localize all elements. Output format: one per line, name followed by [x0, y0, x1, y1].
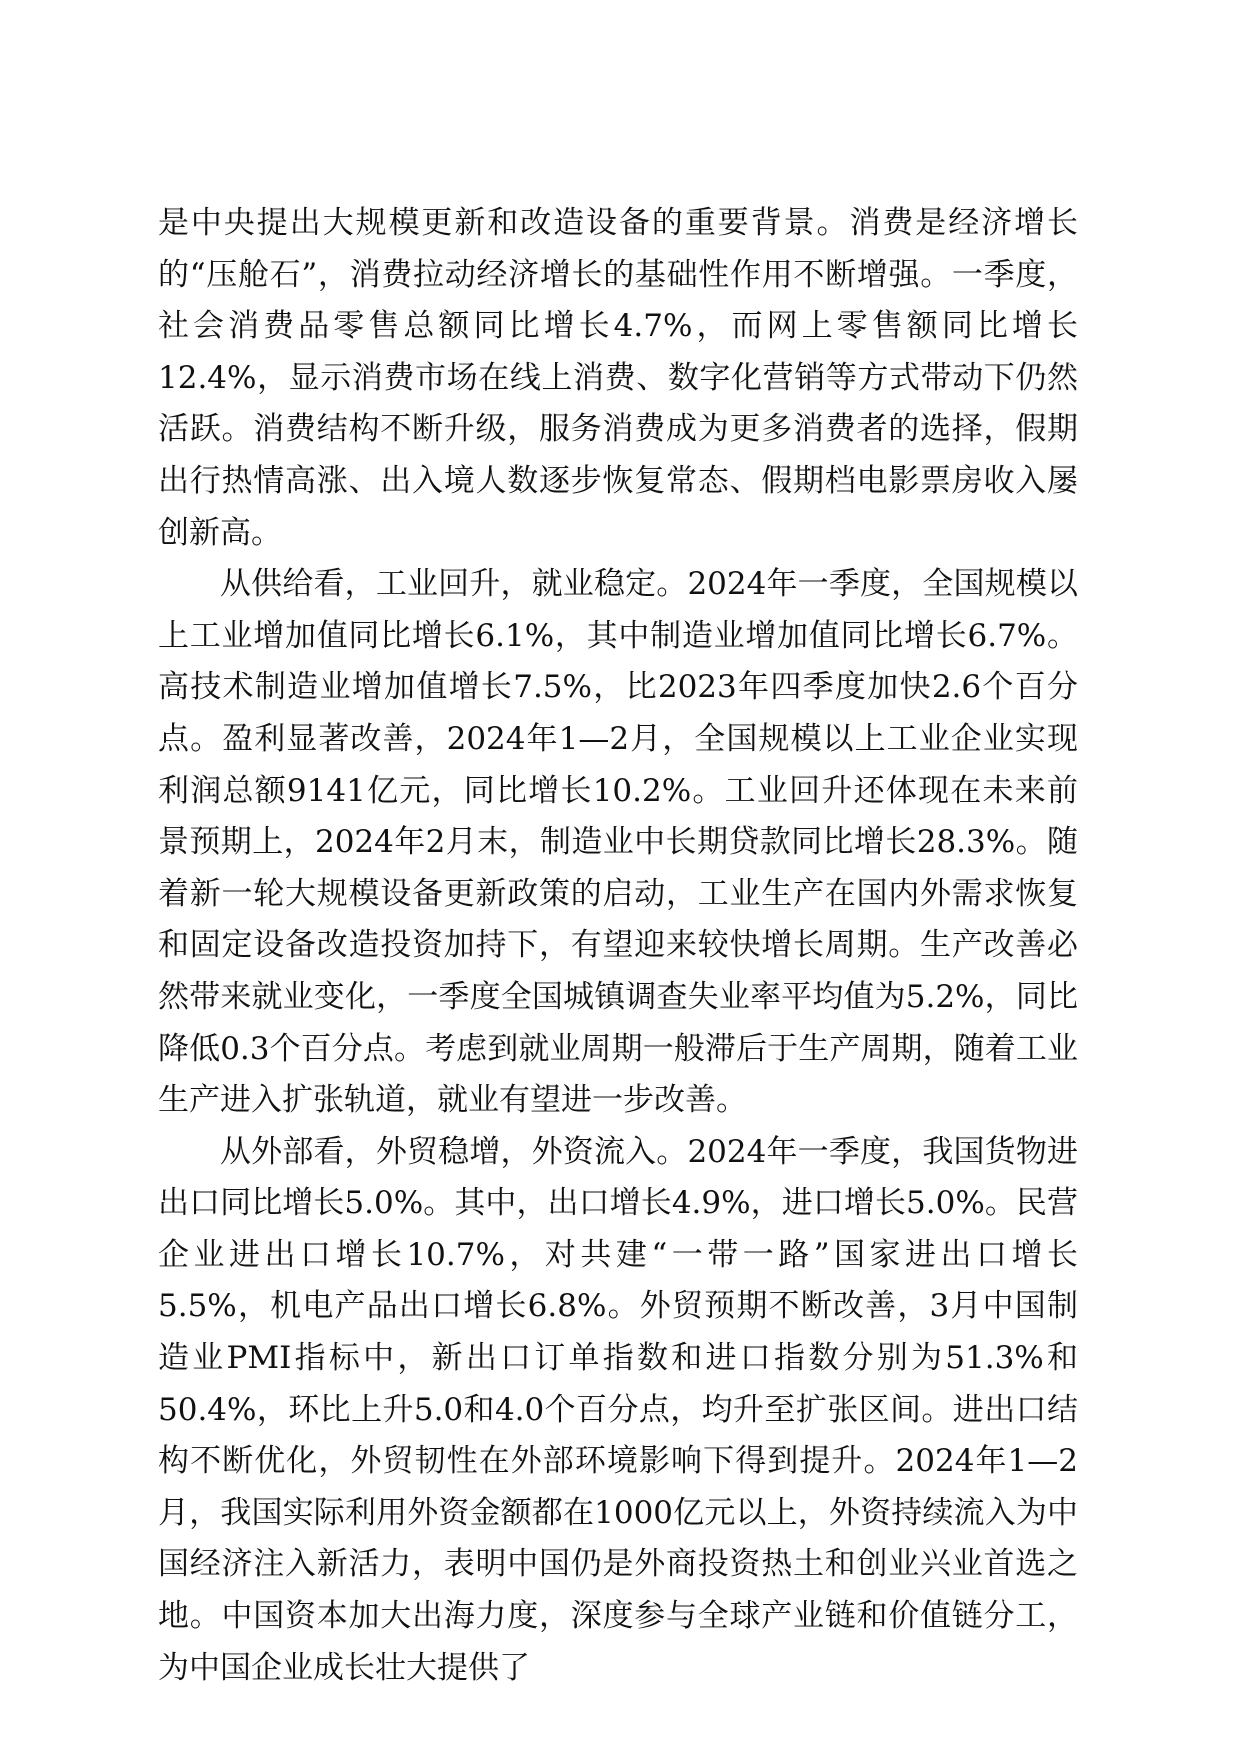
document-body	[158, 198, 1078, 1694]
paragraph-external: 从外部看，外贸稳增，外资流入。2024年一季度，我国货物进出口同比增长5.0%。其中，出口增长4.9%，进口增长5.0%。民营企业进出口增长10.7%，对共建“一带一路”国家进出口增长5.5%，机电产品出口增长6.8%。外贸预期不断改善，3月中国制造业PMI指标中，新出口订单指数和进口指数分别为51.3%和50.4%，环比上升5.0和4.0个百分点，均升至扩张区间。进出口结构不断优化，外贸韧性在外部环境影响下得到提升。2024年1—2月，我国实际利用外资金额都在1000亿元以上，外资持续流入为中国经济注入新活力，表明中国仍是外商投资热土和创业兴业首选之地。中国资本加大出海力度，深度参与全球产业链和价值链分工，为中国企业成长壮大提供了	[158, 1133, 1078, 1686]
paragraph-supply: 从供给看，工业回升，就业稳定。2024年一季度，全国规模以上工业增加值同比增长6.1%，其中制造业增加值同比增长6.7%。高技术制造业增加值增长7.5%，比2023年四季度加快2.6个百分点。盈利显著改善，2024年1—2月，全国规模以上工业企业实现利润总额9141亿元，同比增长10.2%。工业回升还体现在未来前景预期上，2024年2月末，制造业中长期贷款同比增长28.3%。随着新一轮大规模设备更新政策的启动，工业生产在国内外需求恢复和固定设备改造投资加持下，有望迎来较快增长周期。生产改善必然带来就业变化，一季度全国城镇调查失业率平均值为5.2%，同比降低0.3个百分点。考虑到就业周期一般滞后于生产周期，随着工业生产进入扩张轨道，就业有望进一步改善。	[158, 566, 1078, 1119]
paragraph-consumption: 是中央提出大规模更新和改造设备的重要背景。消费是经济增长的“压舱石”，消费拉动经济增长的基础性作用不断增强。一季度，社会消费品零售总额同比增长4.7%，而网上零售额同比增长12.4%，显示消费市场在线上消费、数字化营销等方式带动下仍然活跃。消费结构不断升级，服务消费成为更多消费者的选择，假期出行热情高涨、出入境人数逐步恢复常态、假期档电影票房收入屡创新高。	[158, 205, 1078, 551]
